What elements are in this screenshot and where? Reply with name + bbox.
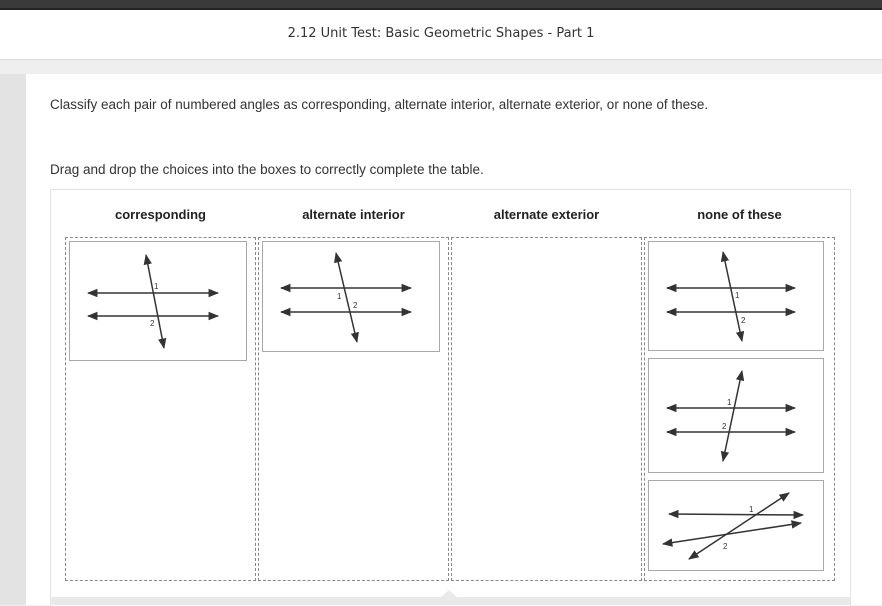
angle-label-1: 1 bbox=[735, 291, 740, 300]
page-title: 2.12 Unit Test: Basic Geometric Shapes - Part 1 bbox=[287, 26, 595, 41]
angle-label-1: 1 bbox=[154, 282, 159, 291]
angle-diagram-icon bbox=[649, 481, 823, 570]
angle-label-2: 2 bbox=[150, 319, 155, 328]
angle-label-2: 2 bbox=[722, 422, 727, 431]
tray-pointer bbox=[440, 590, 458, 598]
angle-pair-tile[interactable] bbox=[648, 480, 824, 571]
table-bottom-bar bbox=[50, 597, 850, 605]
question-prompt: Classify each pair of numbered angles as corresponding, alternate interior, alternate exterior, or none of these. bbox=[50, 97, 709, 112]
angle-pair-tile[interactable] bbox=[69, 241, 247, 361]
test-header bbox=[0, 10, 882, 60]
question-instruction: Drag and drop the choices into the boxes to correctly complete the table. bbox=[50, 162, 484, 177]
column-header-alternate-interior: alternate interior bbox=[302, 207, 405, 222]
angle-label-2: 2 bbox=[723, 542, 728, 551]
angle-pair-tile[interactable] bbox=[262, 241, 440, 352]
angle-pair-tile[interactable] bbox=[648, 241, 824, 351]
column-header-none-of-these: none of these bbox=[697, 207, 782, 222]
angle-label-1: 1 bbox=[337, 292, 342, 301]
angle-diagram-icon bbox=[263, 242, 439, 351]
column-header-alternate-exterior: alternate exterior bbox=[493, 207, 600, 222]
angle-pair-tile[interactable] bbox=[648, 358, 824, 473]
angle-diagram-icon bbox=[649, 359, 823, 472]
angle-label-2: 2 bbox=[741, 316, 746, 325]
angle-diagram-icon bbox=[649, 242, 823, 350]
angle-label-1: 1 bbox=[727, 398, 732, 407]
angle-label-1: 1 bbox=[749, 505, 754, 514]
angle-diagram-icon bbox=[70, 242, 246, 360]
left-side-strip bbox=[0, 74, 26, 605]
column-header-corresponding: corresponding bbox=[114, 207, 206, 222]
browser-top-bar bbox=[0, 0, 882, 10]
dropzone-alternate-exterior[interactable] bbox=[451, 237, 642, 581]
angle-label-2: 2 bbox=[353, 301, 358, 310]
